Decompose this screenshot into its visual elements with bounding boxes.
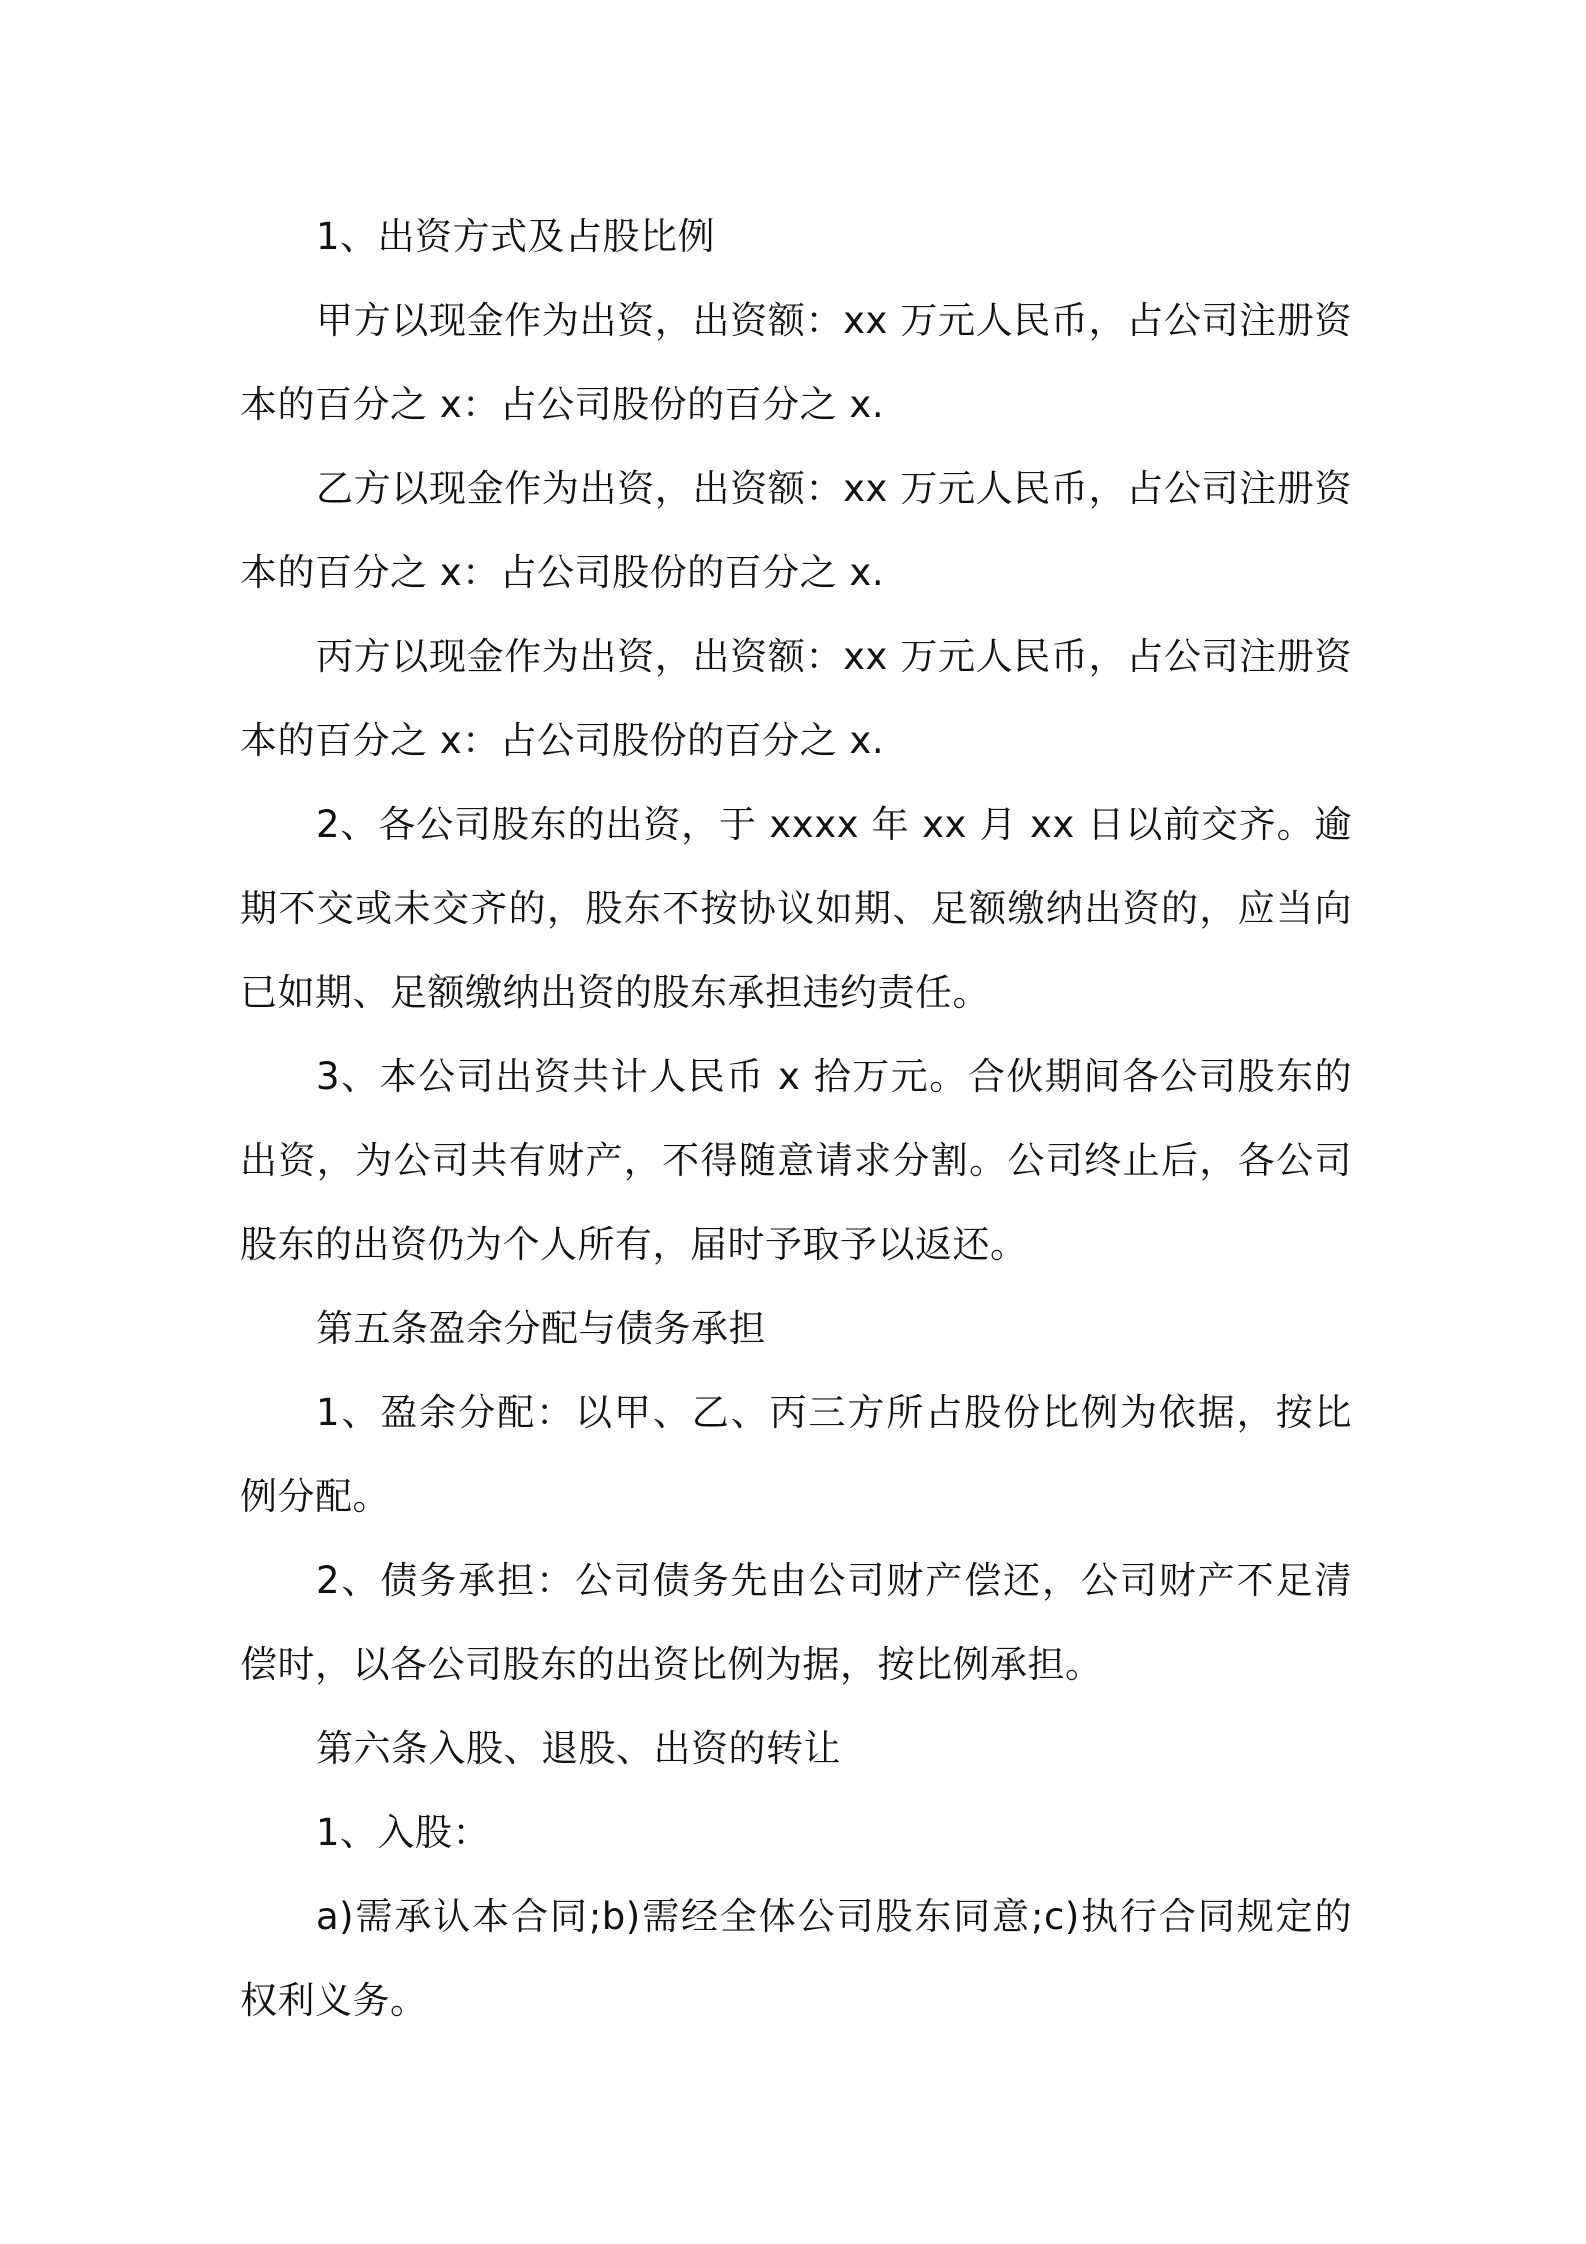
paragraph-joining-heading: 1、入股： [316,1811,491,1854]
paragraph-profit-distribution: 1、盈余分配：以甲、乙、丙三方所占股份比例为依据，按比例分配。 [240,1391,1352,1518]
paragraph-party-c-contribution: 丙方以现金作为出资，出资额：xx 万元人民币，占公司注册资本的百分之 x：占公司股份的百分之 x. [240,635,1352,762]
section-heading-capital-contribution: 1、出资方式及占股比例 [316,215,716,258]
article-five-heading: 第五条盈余分配与债务承担 [316,1307,766,1350]
paragraph-party-a-contribution: 甲方以现金作为出资，出资额：xx 万元人民币，占公司注册资本的百分之 x：占公司股份的百分之 x. [240,299,1352,426]
article-six-heading: 第六条入股、退股、出资的转让 [316,1727,841,1770]
paragraph-debt-bearing: 2、债务承担：公司债务先由公司财产偿还，公司财产不足清偿时，以各公司股东的出资比例为据，按比例承担。 [240,1559,1352,1686]
paragraph-contribution-deadline: 2、各公司股东的出资，于 xxxx 年 xx 月 xx 日以前交齐。逾期不交或未交齐的，股东不按协议如期、足额缴纳出资的，应当向已如期、足额缴纳出资的股东承担违约责任。 [240,803,1352,1014]
paragraph-joining-requirements: a)需承认本合同;b)需经全体公司股东同意;c)执行合同规定的权利义务。 [240,1895,1352,2022]
document-body [240,195,1352,2043]
paragraph-party-b-contribution: 乙方以现金作为出资，出资额：xx 万元人民币，占公司注册资本的百分之 x：占公司股份的百分之 x. [240,467,1352,594]
paragraph-total-contribution: 3、本公司出资共计人民币 x 拾万元。合伙期间各公司股东的出资，为公司共有财产，不得随意请求分割。公司终止后，各公司股东的出资仍为个人所有，届时予取予以返还。 [240,1055,1352,1266]
